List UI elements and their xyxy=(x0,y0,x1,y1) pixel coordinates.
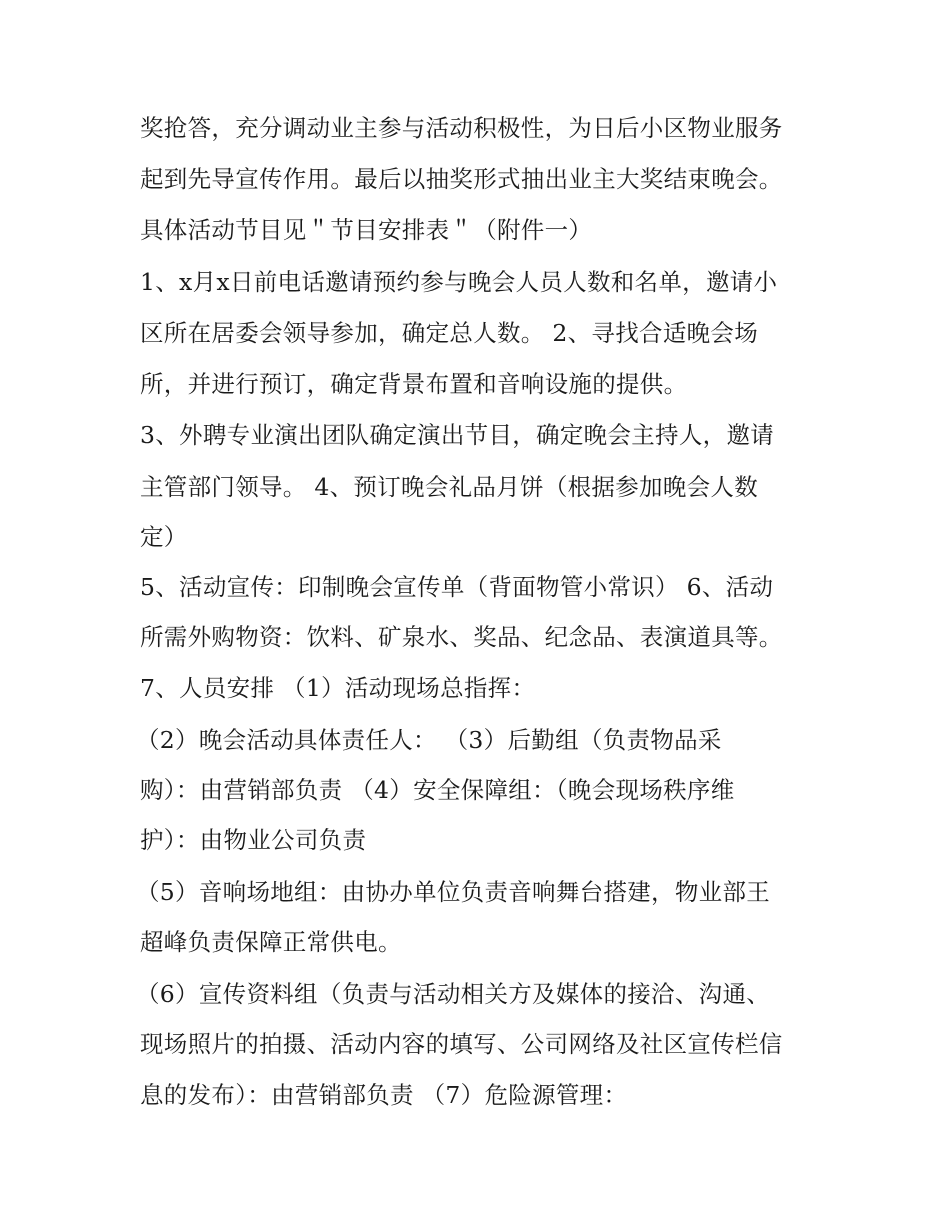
text-line: 护）：由物业公司负责 xyxy=(140,826,367,854)
text-line: 7、人员安排 （1）活动现场总指挥： xyxy=(140,674,536,702)
text-line: 奖抢答，充分调动业主参与活动积极性，为日后小区物业服务 xyxy=(140,114,783,142)
text-line: 主管部门领导。 4、预订晚会礼品月饼（根据参加晚会人数 xyxy=(140,473,759,501)
text-line: （5）音响场地组：由协办单位负责音响舞台搭建，物业部王 xyxy=(136,878,771,906)
text-line: 购）：由营销部负责 （4）安全保障组：（晚会现场秩序维 xyxy=(140,776,735,804)
text-line: 所，并进行预订，确定背景布置和音响设施的提供。 xyxy=(140,370,688,398)
text-line: （6）宣传资料组（负责与活动相关方及媒体的接洽、沟通、 xyxy=(136,980,771,1008)
text-line: 起到先导宣传作用。最后以抽奖形式抽出业主大奖结束晚会。 xyxy=(140,165,783,193)
text-line: 所需外购物资：饮料、矿泉水、奖品、纪念品、表演道具等。 xyxy=(140,623,783,651)
text-line: 定） xyxy=(140,523,188,551)
text-line: 1、x月x日前电话邀请预约参与晚会人员人数和名单，邀请小 xyxy=(140,268,778,296)
text-line: 息的发布）：由营销部负责 （7）危险源管理： xyxy=(140,1081,628,1109)
text-line: 3、外聘专业演出团队确定演出节目，确定晚会主持人，邀请 xyxy=(140,421,775,449)
text-line: 现场照片的拍摄、活动内容的填写、公司网络及社区宣传栏信 xyxy=(140,1030,783,1058)
text-line: 区所在居委会领导参加，确定总人数。 2、寻找合适晚会场 xyxy=(140,319,759,347)
text-line: 超峰负责保障正常供电。 xyxy=(140,928,402,956)
text-line: （2）晚会活动具体责任人： （3）后勤组（负责物品采 xyxy=(136,726,722,754)
text-line: 5、活动宣传：印制晚会宣传单（背面物管小常识） 6、活动 xyxy=(140,573,774,601)
text-line: 具体活动节目见＂节目安排表＂（附件一） xyxy=(140,216,593,244)
